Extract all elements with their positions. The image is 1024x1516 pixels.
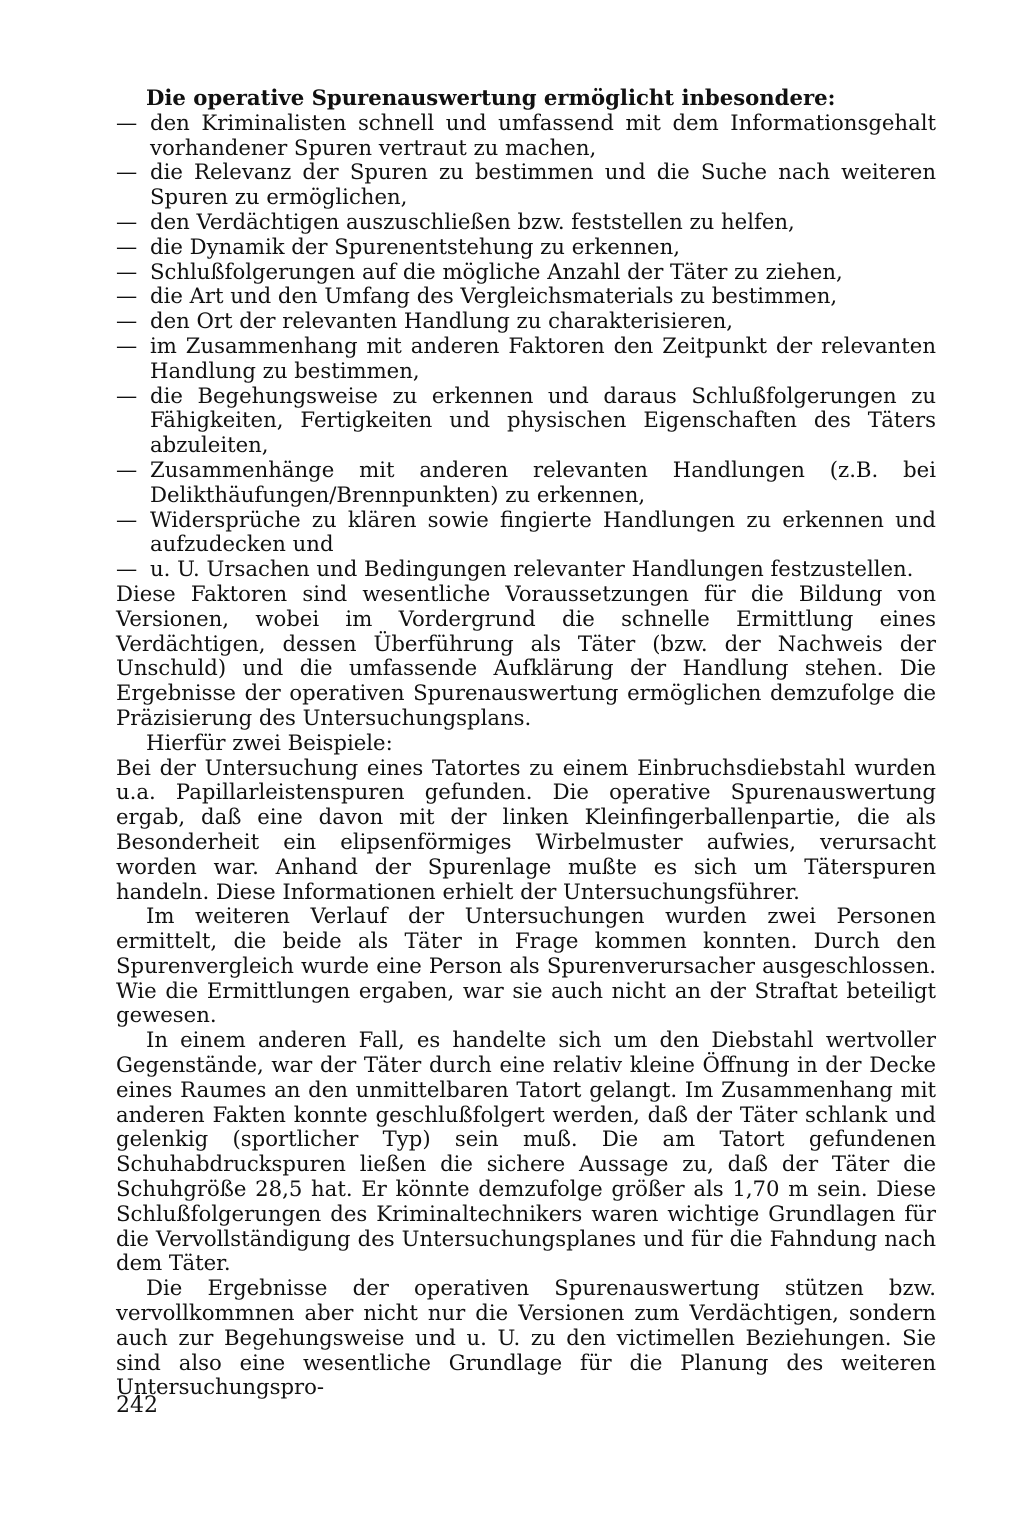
bullet-item (116, 458, 936, 508)
bullet-item (116, 160, 936, 210)
paragraph-example-one-continued: Im weiteren Verlauf der Untersuchungen wurden zwei Personen ermittelt, die beide als Täter in Frage kommen konnten. Durch den Spurenvergleich wurde eine Person als Spurenverursacher ausgeschlossen. Wie die Ermittlungen ergaben, war sie auch nicht an der Straftat beteiligt gewesen. (116, 903, 936, 1028)
bullet-dash: — (116, 233, 138, 259)
bullet-dash: — (116, 556, 138, 582)
bullet-item (116, 384, 936, 458)
bullet-text: im Zusammenhang mit anderen Faktoren den Zeitpunkt der relevanten Handlung zu bestimmen, (150, 332, 936, 383)
bullet-text: den Kriminalisten schnell und umfassend mit dem Informationsgehalt vorhandener Spuren vertraut zu machen, (150, 109, 936, 160)
bullet-text: Widersprüche zu klären sowie fingierte Handlungen zu erkennen und aufzudecken und (150, 506, 936, 557)
bullet-item (116, 111, 936, 161)
bullet-dash: — (116, 332, 138, 358)
paragraph-conclusion: Die Ergebnisse der operativen Spurenauswertung stützen bzw. vervollkommnen aber nicht nur die Versionen zum Verdächtigen, sondern auch zur Begehungsweise und u. U. zu den victimellen Beziehungen. Sie sind also eine wesentliche Grundlage für die Planung des weiteren Untersuchungspro- (116, 1275, 936, 1400)
bullet-dash: — (116, 109, 138, 135)
bullet-text: Schlußfolgerungen auf die mögliche Anzahl der Täter zu ziehen, (150, 258, 843, 284)
bullet-text: Zusammenhänge mit anderen relevanten Handlungen (z.B. bei Delikthäufungen/Brennpunkten) zu erkennen, (150, 456, 936, 507)
bullet-dash: — (116, 382, 138, 408)
bullet-dash: — (116, 283, 138, 309)
bullet-item (116, 235, 936, 260)
bullet-item (116, 557, 936, 582)
page-body (116, 86, 936, 1400)
bullet-item (116, 334, 936, 384)
bullet-text: die Begehungsweise zu erkennen und daraus Schlußfolgerungen zu Fähigkeiten, Fertigkeiten und physischen Eigenschaften des Täters abzuleiten, (150, 382, 936, 458)
paragraph-example-two: In einem anderen Fall, es handelte sich um den Diebstahl wertvoller Gegenstände, war der Täter durch eine relativ kleine Öffnung in der Decke eines Raumes an den unmittelbaren Tatort gelangt. Im Zusammenhang mit anderen Fakten konnte geschlußfolgert werden, daß der Täter schlank und gelenkig (sportlicher Typ) sein muß. Die am Tatort gefundenen Schuhabdruckspuren ließen die sichere Aussage zu, daß der Täter die Schuhgröße 28,5 hat. Er könnte demzufolge größer als 1,70 m sein. Diese Schlußfolgerungen des Kriminaltechnikers waren wichtige Grundlagen für die Vervollständigung des Untersuchungsplanes und für die Fahndung nach dem Täter. (116, 1027, 936, 1276)
page-number: 242 (116, 1393, 158, 1418)
section-heading: Die operative Spurenauswertung ermöglicht inbesondere: (146, 85, 836, 110)
bullet-dash: — (116, 258, 138, 284)
bullet-text: den Ort der relevanten Handlung zu charakterisieren, (150, 308, 734, 334)
paragraph-example-one: Bei der Untersuchung eines Tatortes zu einem Einbruchsdiebstahl wurden u.a. Papillarleistenspuren gefunden. Die operative Spurenauswertung ergab, daß eine davon mit der linken Kleinfingerballenpartie, die als Besonderheit ein elipsenförmiges Wirbelmuster aufwies, verursacht worden war. Anhand der Spurenlage mußte es sich um Täterspuren handeln. Diese Informationen erhielt der Untersuchungsführer. (116, 754, 936, 904)
bullet-item (116, 309, 936, 334)
bullet-dash: — (116, 159, 138, 185)
bullet-item (116, 284, 936, 309)
bullet-text: den Verdächtigen auszuschließen bzw. feststellen zu helfen, (150, 208, 795, 234)
bullet-text: u. U. Ursachen und Bedingungen relevanter Handlungen festzustellen. (150, 556, 914, 582)
bullet-dash: — (116, 456, 138, 482)
bullet-item (116, 508, 936, 558)
bullet-text: die Dynamik der Spurenentstehung zu erkennen, (150, 233, 680, 259)
paragraph-versions: Diese Faktoren sind wesentliche Voraussetzungen für die Bildung von Versionen, wobei im Vordergrund die schnelle Ermittlung eines Verdächtigen, dessen Überführung als Täter (bzw. der Nachweis der Unschuld) und die umfassende Aufklärung der Handlung stehen. Die Ergebnisse der operativen Spurenauswertung ermöglichen demzufolge die Präzisierung des Untersuchungsplans. (116, 580, 936, 730)
bullet-dash: — (116, 208, 138, 234)
bullet-item (116, 260, 936, 285)
bullet-list (116, 111, 936, 582)
bullet-text: die Relevanz der Spuren zu bestimmen und die Suche nach weiteren Spuren zu ermöglichen, (150, 159, 936, 210)
bullet-dash: — (116, 506, 138, 532)
bullet-text: die Art und den Umfang des Vergleichsmaterials zu bestimmen, (150, 283, 838, 309)
bullet-dash: — (116, 308, 138, 334)
paragraph-examples-intro: Hierfür zwei Beispiele: (146, 729, 393, 755)
bullet-item (116, 210, 936, 235)
